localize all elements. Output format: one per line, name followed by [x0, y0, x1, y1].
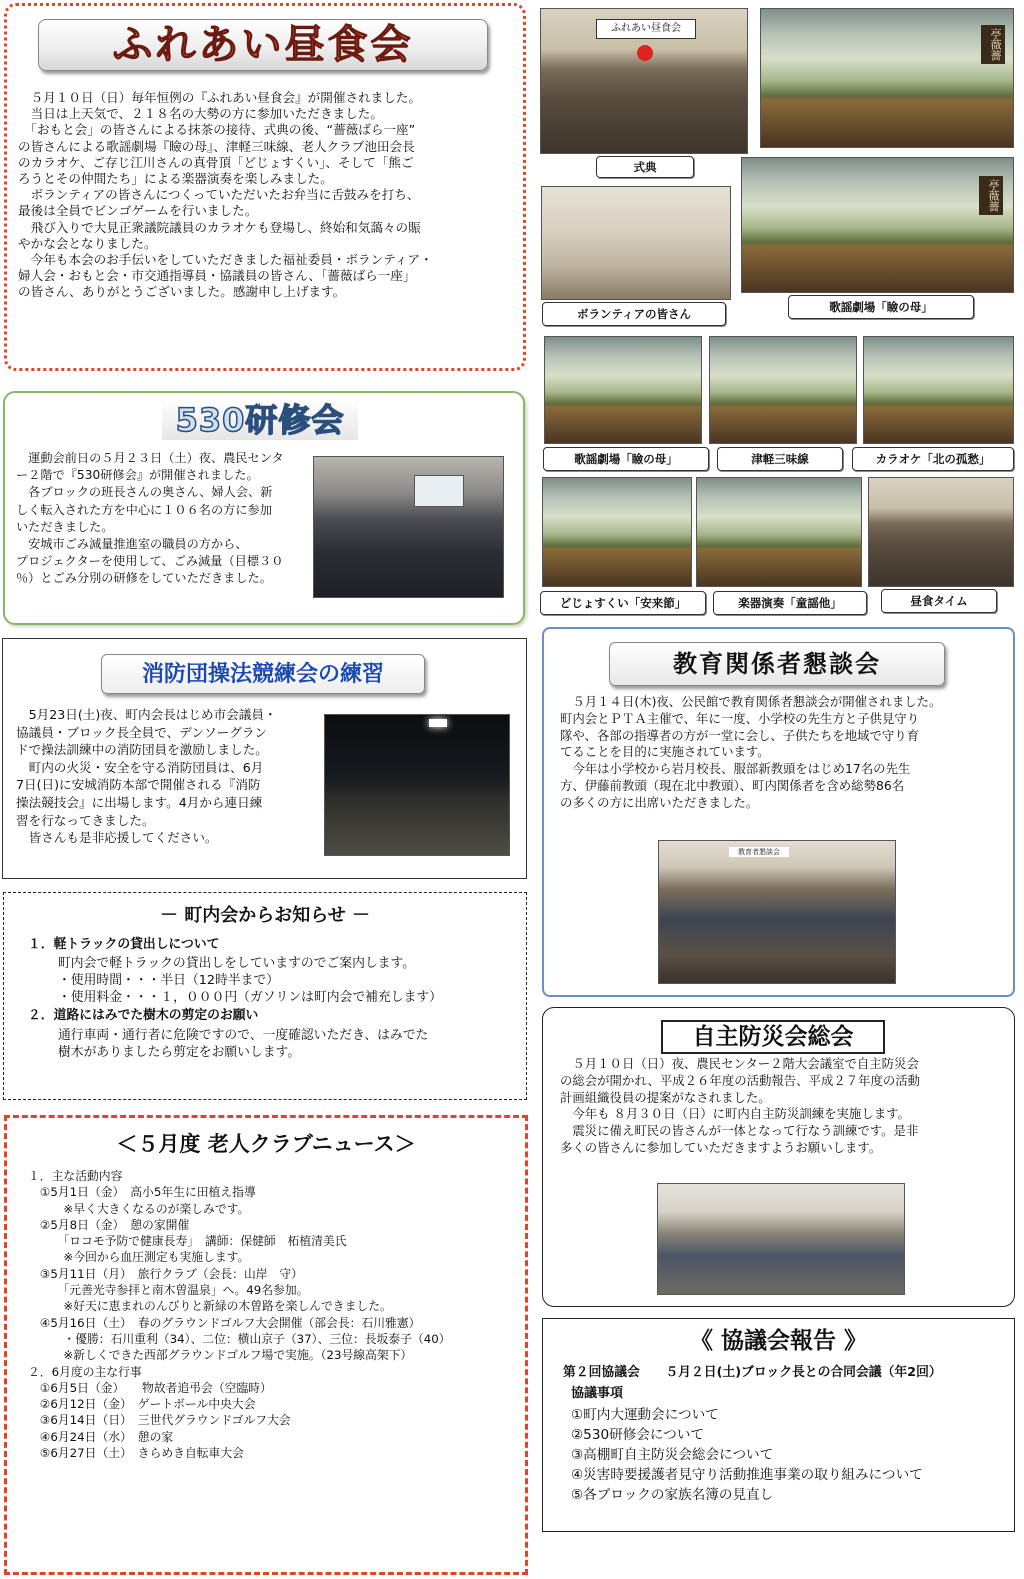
- photo-shamisen: [709, 336, 857, 444]
- projector-screen: [414, 475, 464, 507]
- oshirase-item2-head: ２．道路にはみでた樹木の剪定のお願い: [28, 1008, 259, 1023]
- bosai-title: 自主防災会総会: [661, 1020, 885, 1054]
- caption-stage-play-main: 歌謡劇場「瞼の母」: [788, 295, 974, 319]
- photo-shobo: [324, 714, 510, 856]
- caption-instruments: 楽器演奏「童謡他」: [713, 591, 867, 615]
- caption-ceremony: 式典: [596, 156, 694, 178]
- photo-instruments: [696, 477, 862, 587]
- photo-kyoiku: [658, 840, 896, 984]
- kyogikai-item-3: ③高棚町自主防災会総会について: [571, 1447, 774, 1463]
- kyogikai-meeting: 第２回協議会 ５月２日(土)ブロック長との合同会議（年2回）: [563, 1365, 942, 1380]
- stadium-light: [429, 719, 447, 727]
- caption-shamisen: 津軽三味線: [717, 447, 843, 471]
- kyogikai-item-1: ①町内大運動会について: [571, 1407, 719, 1423]
- shobo-title: 消防団操法競練会の練習: [141, 662, 384, 687]
- kyoiku-body: ５月１４日(木)夜、公民館で教育関係者懇談会が開催されました。 町内会とＰＴＡ主催で、年に一度、小学校の先生方と子供見守り 隊や、各部の指導者の方が一堂に会し、子供たちを地域で守り育 てることを目的に実施されています。 今年は小学校から岩月校長、服部新教頭をはじめ17名の先生 方、伊藤前教頭（現在北中教頭）、町内関係者を含め総勢86名 の多くの方に出席いただきました。: [560, 694, 942, 810]
- shobo-body: 5月23日(土)夜、町内会長はじめ市会議員・ 協議員・ブロック長全員で、デンソーグラン ドで操法訓練中の消防団員を激励しました。 町内の火災・安全を守る消防団員は、6月 7日(日)に安城消防本部で開催される『消防 操法競技会』に出場します。4月から連日練 習を行なってきました。 皆さんも是非応援してください。: [16, 707, 277, 846]
- photo-stage-play-1: [760, 8, 1014, 148]
- kyoiku-title: 教育関係者懇談会: [673, 650, 881, 678]
- oshirase-item1-body: 町内会で軽トラックの貸出しをしていますのでご案内します。 ・使用時間・・・半日（12時半まで） ・使用料金・・・１，０００円（ガソリンは町内会で補充します）: [58, 956, 442, 1005]
- photo-lunch-time: [868, 477, 1014, 587]
- photo-volunteers: [541, 186, 731, 300]
- kyogikai-item-5: ⑤各ブロックの家族名簿の見直し: [571, 1487, 774, 1503]
- caption-dojo-sukui: どじょすくい「安来節」: [540, 591, 706, 615]
- kyogikai-item-4: ④災害時要援護者見守り活動推進事業の取り組みについて: [571, 1467, 923, 1483]
- kyogikai-title: 《 協議会報告 》: [689, 1328, 867, 1354]
- photo-karaoke: [863, 336, 1014, 444]
- kenshu-body: 運動会前日の５月２３日（土）夜、農民センタ ー２階で『530研修会』が開催されました。 各ブロックの班長さんの奥さん、婦人会、新 しく転入された方を中心に１０６名の方に参加 いただきました。 安城市ごみ減量推進室の職員の方から、 プロジェクターを使用して、ごみ減量（目標３０ ％）とごみ分別の研修をしていただきました。: [16, 451, 284, 586]
- kenshu-title: 530研修会: [162, 400, 358, 440]
- stage-sign-2: 亭薇薔: [979, 176, 1003, 215]
- rojin-title: ＜５月度 老人クラブニュース＞: [116, 1132, 416, 1156]
- fureai-title: ふれあい昼食会: [112, 22, 414, 68]
- photo-stage-play-3: [544, 336, 702, 444]
- ceremony-banner: ふれあい昼食会: [596, 19, 696, 39]
- kyoiku-photo-sign: 教育者懇談会: [729, 847, 789, 857]
- bosai-body: ５月１０日（日）夜、農民センター２階大会議室で自主防災会 の総会が開かれ、平成２６年度の活動報告、平成２７年度の活動 計画組織役員の提案がなされました。 今年も ８月３０日（日）に町内自主防災訓練を実施します。 震災に備え町民の皆さんが一体となって行なう訓練です。是非 多くの皆さんに参加していただきますようお願いします。: [560, 1056, 921, 1155]
- oshirase-title: － 町内会からお知らせ －: [160, 905, 370, 926]
- photo-kenshu: [313, 456, 504, 598]
- caption-lunch-time: 昼食タイム: [881, 589, 997, 613]
- photo-ceremony: [540, 8, 748, 154]
- photo-stage-play-2: [741, 157, 1014, 293]
- caption-volunteers: ボランティアの皆さん: [542, 302, 726, 326]
- caption-karaoke: カラオケ「北の孤愁」: [852, 447, 1014, 471]
- photo-bosai: [657, 1183, 905, 1295]
- rojin-body: １．主な活動内容 ①5月1日（金） 高小5年生に田植え指導 ※早く大きくなるのが楽しみです。 ②5月8日（金） 憩の家開催 「ロコモ予防で健康長寿」 講師：保健師 柘植清美氏 ※今回から血圧測定も実施します。 ③5月11日（月） 旅行クラブ（会長：山岸 守） 「元善光寺参拝と南木曽温泉」へ。49名参加。 ※好天に恵まれのんびりと新緑の木曽路を楽しんできました。 ④5月16日（土） 春のグラウンドゴルフ大会開催（部会長：石川雅憲） ・優勝：石川重利（34）、二位：横山京子（37）、三位：長坂泰子（40） ※新しくできた西部グラウンドゴルフ場で実施。（23号線高架下） ２．6月度の主な行事 ①6月5日（金） 物故者追弔会（空臨時） ②6月12日（金） ゲートボール中央大会 ③6月14日（日） 三世代グラウンドゴルフ大会 ④6月24日（水） 憩の家 ⑤6月27日（土） きらめき自転車大会: [28, 1169, 451, 1461]
- oshirase-item2-body: 通行車両・通行者に危険ですので、一度確認いただき、はみでた 樹木がありましたら剪定をお願いします。: [58, 1028, 429, 1060]
- ceremony-flag: [637, 45, 653, 61]
- kyogikai-item-2: ②530研修会について: [571, 1427, 705, 1443]
- kyogikai-subhead: 協議事項: [571, 1386, 624, 1401]
- caption-stage-play-small: 歌謡劇場「瞼の母」: [543, 447, 709, 471]
- stage-sign-1: 亭薇薔: [981, 25, 1005, 64]
- photo-dojo-sukui: [542, 477, 692, 587]
- oshirase-item1-head: １．軽トラックの貸出しについて: [28, 937, 220, 952]
- fureai-body: ５月１０日（日）毎年恒例の『ふれあい昼食会』が開催されました。 当日は上天気で、２１８名の大勢の方に参加いただきました。 「おもと会」の皆さんによる抹茶の接待、式典の後、“薔薇ばら一座” の皆さんによる歌謡劇場『瞼の母』、津軽三味線、老人クラブ池田会長 のカラオケ、ご存じ江川さんの真骨頂「どじょすくい」、そして「熊ご ろうとその仲間たち」による楽器演奏を楽しみました。 ボランティアの皆さんにつくっていただいたお弁当に舌鼓みを打ち、 最後は全員でビンゴゲームを行いました。 飛び入りで大見正衆議院議員のカラオケも登場し、終始和気藹々の賑 やかな会となりました。 今年も本会のお手伝いをしていただきました福祉委員・ボランティア・ 婦人会・おもと会・市交通指導員・協議員の皆さん、「薔薇ばら一座」 の皆さん、ありがとうございました。感謝申し上げます。: [18, 90, 433, 300]
